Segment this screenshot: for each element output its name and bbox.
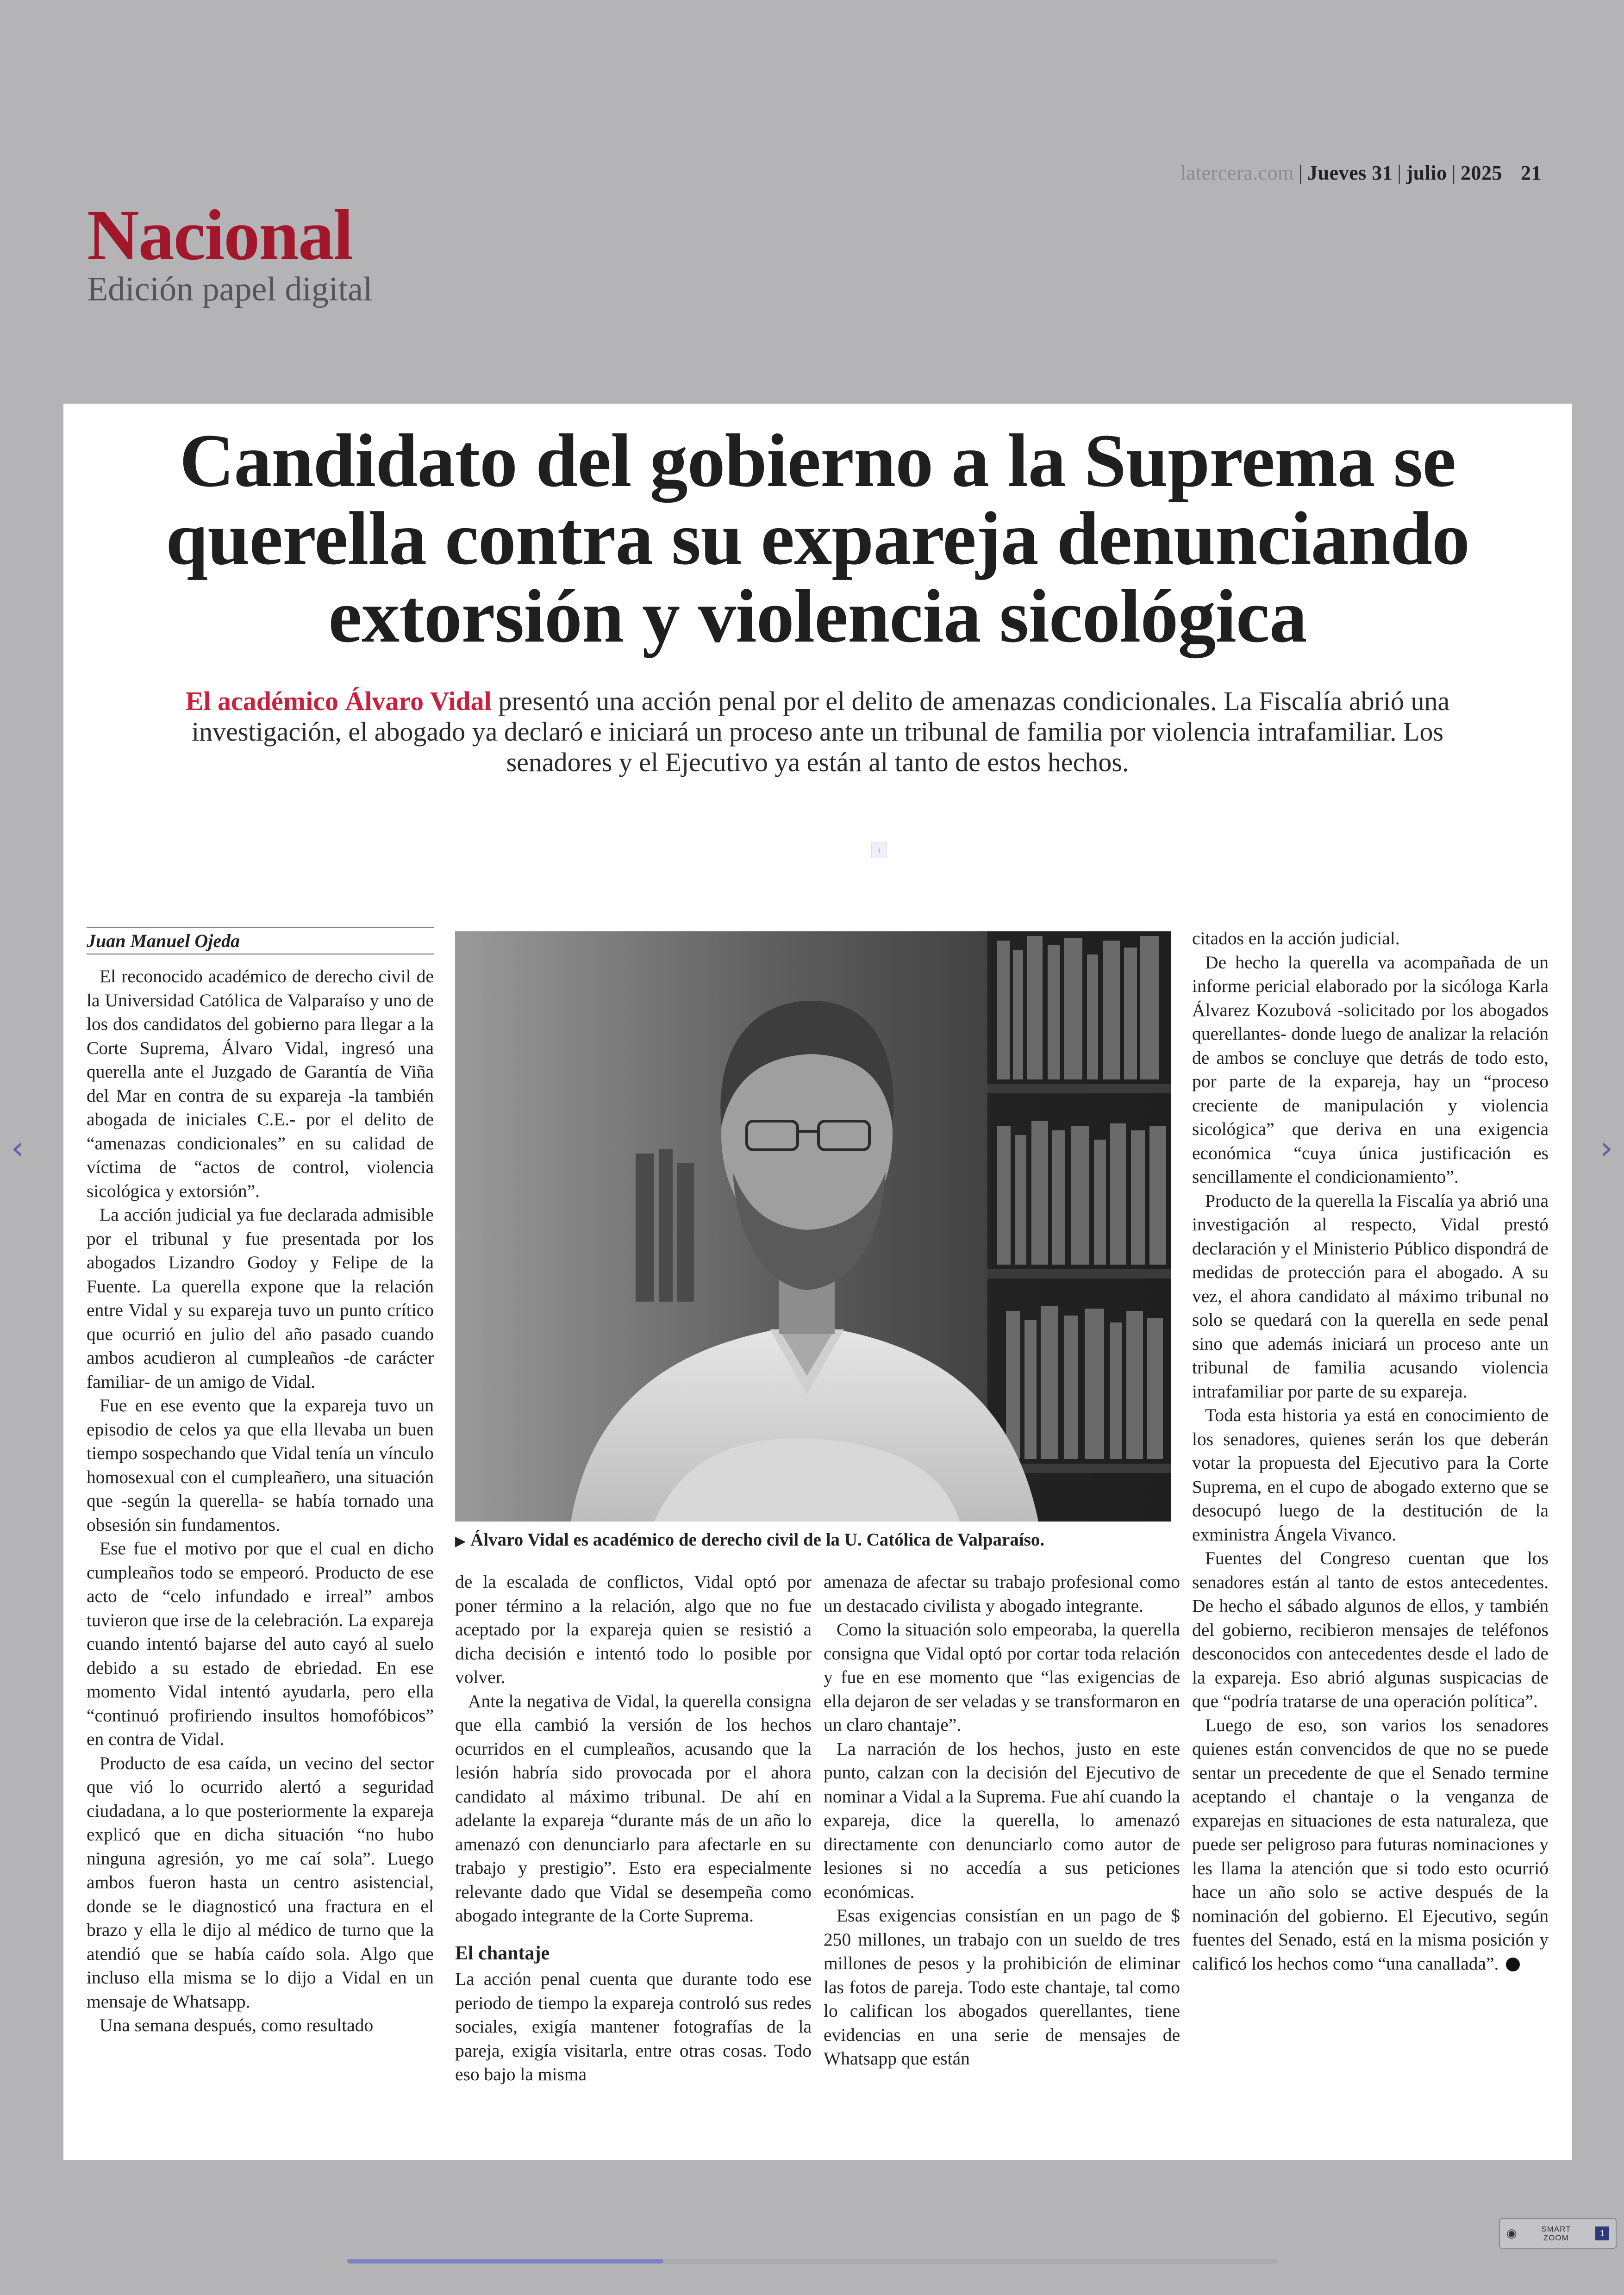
reading-progress-fill xyxy=(347,2259,663,2264)
paragraph: Producto de la querella la Fiscalía ya abrió una investigación al respecto, Vidal prestó declaración y el Ministerio Público dispondrá de medidas de protección para el abogado. A su vez, el ahora candidato al máximo tribunal no solo se quedará con la querella en sede penal sino que además iniciará un proceso ante un tribunal de familia acusando violencia intrafamiliar por parte de su expareja. xyxy=(1192,1190,1549,1402)
previous-page-button[interactable] xyxy=(4,1129,31,1166)
paragraph: Producto de esa caída, un vecino del sector que vió lo ocurrido alertó a seguridad ciudadana, a lo que posteriormente la expareja explicó que en dicha situación “no hubo ninguna agresión, yo me caí sola”. Luego ambos fueron hasta un centro asistencial, donde se le diagnosticó una fractura en el brazo y ella le dijo al médico de turno que la atendió que se había caído sola. Algo que incluso ella misma se lo dijo a Vidal en un mensaje de Whatsapp. xyxy=(87,1752,434,2012)
article-column-4 xyxy=(1192,927,1549,1976)
paragraph xyxy=(1192,1714,1549,1976)
caption-arrow-icon: ▶ xyxy=(455,1533,466,1549)
paragraph: Ante la negativa de Vidal, la querella consigna que ella cambió la versión de los hechos ocurridos en el cumpleaños, acusando que la lesión habría sido provocada por el ahora candidato al máximo tribunal. De ahí en adelante la expareja “durante más de un año lo amenazó con denunciarlo para afectarle en su trabajo y prestigio”. Esto era especialmente relevante dado que Vidal se desempeña como abogado integrante de la Corte Suprema. xyxy=(455,1690,812,1926)
byline: Juan Manuel Ojeda xyxy=(87,927,434,954)
paragraph: amenaza de afectar su trabajo profesional como un destacado civilista y abogado integrante. xyxy=(824,1572,1180,1616)
paragraph: Como la situación solo empeoraba, la querella consigna que Vidal optó por cortar toda relación y fue en ese momento que “las exigencias de ella dejaron de ser veladas y se transformaron en un claro chantaje”. xyxy=(824,1619,1180,1735)
lede-lead-in: El académico Álvaro Vidal xyxy=(185,686,492,716)
site-name: latercera.com xyxy=(1181,162,1294,184)
article-lede xyxy=(137,686,1498,778)
paragraph: Ese fue el motivo por que el cual en dicho cumpleaños todo se empeoró. Producto de ese acto de “celo infundado e irreal” ambos tuvieron que irse de la celebración. La expareja cuando intentó bajarse del auto cayó al suelo debido a su estado de ebriedad. En ese momento Vidal intentó ayudarla, pero ella “continuó profiriendo insultos homofóbicos” en contra de Vidal. xyxy=(87,1538,434,1749)
lede-text: presentó una acción penal por el delito de amenazas condicionales. La Fiscalía abrió una investigación, el abogado ya declaró e iniciará un proceso ante un tribunal de familia por violencia intrafamiliar. Los senadores y el Ejecutivo ya están al tanto de estos hechos. xyxy=(191,686,1450,777)
closing-paragraph-text: Luego de eso, son varios los senadores quienes están convencidos de que no se puede sentar un precedente de que el Senado termine aceptando el chantaje o la venganza de exparejas en situaciones de esta naturaleza, que puede ser peligroso para futuras nominaciones y les llama la atención que si todo esto ocurrió hace un año solo se active después de la nominación del gobierno. El Ejecutivo, según fuentes del Senado, está en la misma posición y calificó los hechos como “una canallada”. xyxy=(1192,1715,1549,1974)
smart-zoom-label: SMART ZOOM xyxy=(1541,2225,1571,2242)
paragraph: Esas exigencias consistían en un pago de $ 250 millones, un trabajo con un sueldo de tres millones de pesos y la prohibición de eliminar las fotos de pareja. Todo este chantaje, tal como lo califican los abogados querellantes, tiene evidencias en una serie de mensajes de Whatsapp que están xyxy=(824,1905,1180,2069)
page-dateline: latercera.com | Jueves 31 | julio | 2025 21 xyxy=(1181,162,1542,184)
article-photo[interactable] xyxy=(455,931,1171,1522)
paragraph: Fuentes del Congreso cuentan que los senadores están al tanto de estos antecedentes. De hecho el sábado algunos de ellos, y también del gobierno, recibieron mensajes de teléfonos desconocidos con antecedentes desde el lado de la expareja. Eso abrió algunas suspicacias de que “podría tratarse de una operación política”. xyxy=(1192,1548,1549,1711)
end-of-article-icon xyxy=(1506,1958,1520,1971)
dateline-year: 2025 xyxy=(1461,162,1502,184)
chevron-right-icon: › xyxy=(1600,1129,1613,1167)
article-column-1 xyxy=(87,927,434,2038)
reading-progress-bar[interactable] xyxy=(347,2259,1278,2264)
paragraph: de la escalada de conflictos, Vidal optó por poner término a la relación, algo que no fue aceptado por la expareja quien se resistió a dicha decisión e intentó todo lo posible por volver. xyxy=(455,1572,812,1687)
chevron-left-icon: ‹ xyxy=(11,1129,24,1167)
paragraph: Fue en ese evento que la expareja tuvo un episodio de celos ya que ella llevaba un buen tiempo sospechando que Vidal tenía un vínculo homosexual con el cumpleañero, una situación que -según la querella- se había tornado una obsesión sin fundamentos. xyxy=(87,1395,434,1535)
newspaper-page xyxy=(63,404,1572,2160)
paragraph: citados en la acción judicial. xyxy=(1192,928,1400,948)
section-title: Nacional xyxy=(87,195,353,275)
smart-zoom-button[interactable] xyxy=(1499,2218,1617,2249)
dateline-month: julio xyxy=(1406,162,1447,184)
eye-icon: ◉ xyxy=(1506,2226,1517,2240)
paragraph: La narración de los hechos, justo en este punto, calzan con la decisión del Ejecutivo de nominar a Vidal a la Suprema. Fue ahí cuando la expareja, dice la querella, lo amenazó directamente con denunciarlo como autor de lesiones si no accedía a sus peticiones económicas. xyxy=(824,1738,1180,1902)
caption-text: Álvaro Vidal es académico de derecho civil de la U. Católica de Valparaíso. xyxy=(470,1530,1045,1550)
paragraph: Una semana después, como resultado xyxy=(100,2015,374,2035)
dateline-weekday: Jueves 31 xyxy=(1307,162,1393,184)
article-column-3 xyxy=(824,1570,1180,2071)
next-page-button[interactable] xyxy=(1593,1129,1620,1166)
page-number: 21 xyxy=(1521,162,1542,184)
section-subtitle: Edición papel digital xyxy=(87,270,373,308)
page-count-badge: 1 xyxy=(1595,2226,1609,2240)
paragraph: Toda esta historia ya está en conocimiento de los senadores, quienes serán los que deberán votar la propuesta del Ejecutivo para la Corte Suprema, en el cupo de abogado externo que se desocupó luego de la destitución de la exministra Ángela Vivanco. xyxy=(1192,1405,1549,1545)
article-subhead: El chantaje xyxy=(455,1942,550,1964)
photo-caption xyxy=(455,1528,1171,1553)
paragraph: El reconocido académico de derecho civil de la Universidad Católica de Valparaíso y uno de los dos candidatos del gobierno para llegar a la Corte Suprema, Álvaro Vidal, ingresó una querella ante el Juzgado de Garantía de Viña del Mar en contra de su expareja -la también abogada de iniciales C.E.- por el delito de “amenazas condicionales” en su calidad de víctima de “actos de control, violencia sicológica y extorsión”. xyxy=(87,966,434,1201)
paragraph: La acción judicial ya fue declarada admisible por el tribunal y fue presentada por los abogados Lizandro Godoy y Felipe de la Fuente. La querella expone que la relación entre Vidal y su expareja tuvo un punto crítico que ocurrió en julio del año pasado cuando ambos acudieron al cumpleaños -de carácter familiar- de un amigo de Vidal. xyxy=(87,1204,434,1392)
ad-info-icon[interactable]: i xyxy=(871,842,887,858)
paragraph: La acción penal cuenta que durante todo ese periodo de tiempo la expareja controló sus redes sociales, exigía mantener fotografías de la pareja, exigía visitarla, entre otras cosas. Todo eso bajo la misma xyxy=(455,1969,812,2084)
article-headline: Candidato del gobierno a la Suprema se querella contra su expareja denunciando extorsión y violencia sicológica xyxy=(165,419,1470,658)
paragraph: De hecho la querella va acompañada de un informe pericial elaborado por la sicóloga Karla Álvarez Kozubová -solicitado por los abogados querellantes- donde luego de analizar la relación de ambos se concluye que detrás de todo esto, por parte de la expareja, hay un “proceso creciente de manipulación y violencia sicológica” que deriva en una exigencia económica “cuya única justificación es sencillamente el condicionamiento”. xyxy=(1192,952,1549,1187)
article-column-2 xyxy=(455,1570,812,2087)
